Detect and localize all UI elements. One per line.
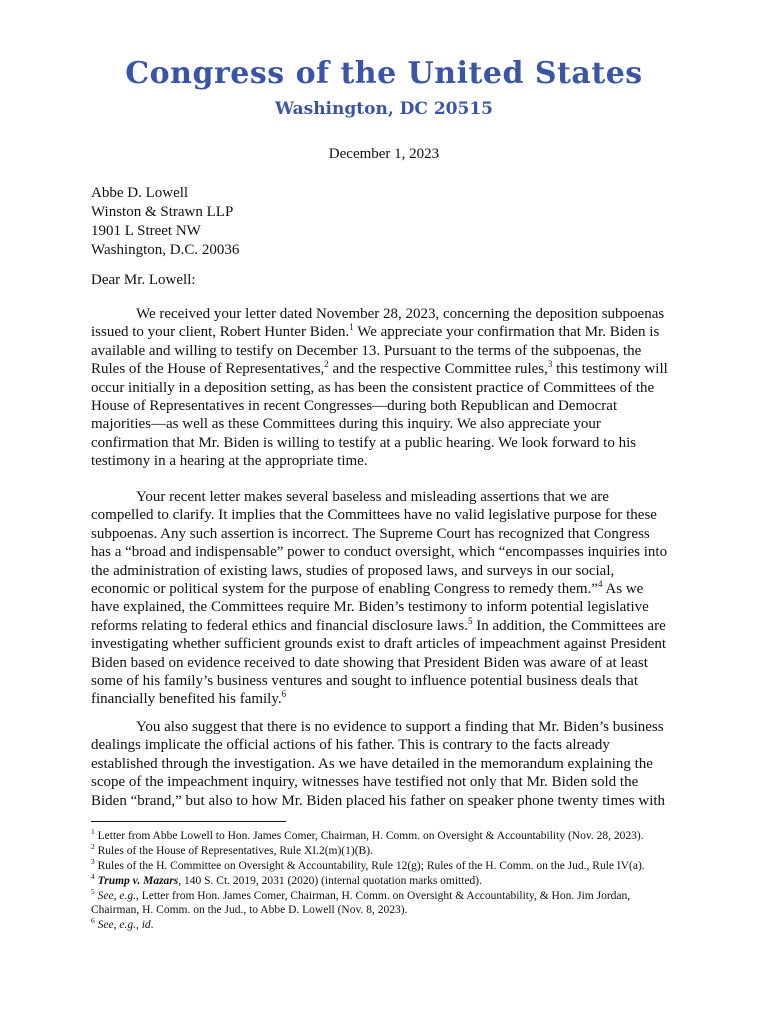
footnote-marker: 1 (349, 322, 354, 333)
footnote-text: Letter from Abbe Lowell to Hon. James Comer, Chairman, H. Comm. on Oversight & Accountability (Nov. 28, 2023). (97, 830, 644, 842)
body-paragraph (91, 305, 673, 471)
footnote-text: Rules of the H. Committee on Oversight & Accountability, Rule 12(g); Rules of the H. Comm. on the Jud., Rule IV(a). (97, 860, 645, 872)
footnote (91, 874, 681, 888)
recipient-address (91, 184, 239, 260)
body-paragraph (91, 488, 673, 709)
paragraph-text: and the respective Committee rules, (328, 361, 548, 378)
footnote (91, 889, 681, 917)
footnote-number: 6 (91, 916, 95, 926)
case-name: Trump v. Mazars (97, 875, 179, 887)
address-line: Washington, D.C. 20036 (91, 242, 240, 258)
letter-date: December 1, 2023 (328, 146, 440, 162)
footnote (91, 844, 681, 858)
footnote (91, 859, 681, 873)
paragraph-text: We appreciate your confirmation that Mr. Biden is available and willing to testify on December 13. Pursuant to the terms of the subpoenas, the Rules of the House of Representatives, (91, 324, 660, 378)
footnote-text: Rules of the House of Representatives, Rule XI.2(m)(1)(B). (97, 845, 373, 857)
footnote-text: , Letter from Hon. James Comer, Chairman, H. Comm. on Oversight & Accountability, & Hon. Jim Jordan, Chairman, H. Comm. on the Jud., to Abbe D. Lowell (Nov. 8, 2023). (91, 890, 631, 916)
paragraph-text: Your recent letter makes several baseless and misleading assertions that we are compelled to clarify. It implies that the Committees have no valid legislative purpose for these subpoenas. Any such assertion is incorrect. The Supreme Court has recognized that Congress has a “broad and indispensable” power to conduct oversight, which “encompasses inquiries into the administration of existing laws, studies of proposed laws, and surveys in our social, economic or political system for the purpose of enabling Congress to remedy them.” (91, 489, 668, 598)
paragraph-text: As we have explained, the Committees require Mr. Biden’s testimony to inform potential legislative reforms relating to federal ethics and financial disclosure laws. (91, 581, 649, 634)
citation-signal: See, e.g. (97, 890, 136, 902)
footnote-text: , 140 S. Ct. 2019, 2031 (2020) (internal quotation marks omitted). (178, 875, 483, 887)
salutation: Dear Mr. Lowell: (91, 272, 196, 288)
footnote-marker: 3 (547, 359, 553, 370)
footnotes (91, 829, 681, 933)
footnote-number: 2 (91, 842, 95, 852)
footnote-number: 5 (91, 887, 95, 897)
footnote-marker: 6 (281, 689, 287, 700)
footnote-number: 1 (91, 827, 95, 837)
body-paragraph (91, 718, 673, 810)
footnote-divider (91, 821, 286, 822)
address-line: 1901 L Street NW (91, 223, 201, 239)
paragraph-text: You also suggest that there is no evidence to support a finding that Mr. Biden’s business dealings implicate the official actions of his father. This is contrary to the facts already established through the investigation. As we have detailed in the memorandum explaining the scope of the impeachment inquiry, witnesses have testified not only that Mr. Biden sold the Biden “brand,” but also to how Mr. Biden placed his father on speaker phone twenty times with (91, 719, 666, 809)
footnote-number: 4 (91, 872, 95, 882)
footnote-text: . (150, 919, 154, 931)
footnote (91, 918, 681, 932)
letterhead-address: Washington, DC 20515 (275, 99, 493, 119)
footnote-number: 3 (91, 857, 95, 867)
footnote-marker: 5 (467, 615, 473, 626)
paragraph-text: In addition, the Committees are investigating whether sufficient grounds exist to draft articles of impeachment against President Biden based on evidence received to date showing that President Biden was aware of at least some of his family’s business ventures and sought to influence potential business deals that financially benefited his family. (91, 617, 666, 708)
footnote-marker: 2 (324, 359, 329, 370)
address-line: Abbe D. Lowell (91, 185, 189, 201)
citation-signal: See, e.g., id (97, 919, 151, 931)
letterhead-title: Congress of the United States (125, 56, 643, 91)
address-line: Winston & Strawn LLP (91, 204, 234, 220)
footnote (91, 829, 681, 843)
paragraph-text: We received your letter dated November 28, 2023, concerning the deposition subpoenas issued to your client, Robert Hunter Biden. (91, 306, 665, 341)
footnote-marker: 4 (597, 579, 603, 590)
letterhead (0, 56, 768, 120)
paragraph-text: this testimony will occur initially in a deposition setting, as has been the consistent practice of Committees of the House of Representatives in recent Congresses—during both Republican and Democrat majorities—as well as these Committees during this inquiry. We also appreciate your confirmation that Mr. Biden is willing to testify at a public hearing. We look forward to his testimony in a hearing at the appropriate time. (91, 361, 668, 470)
